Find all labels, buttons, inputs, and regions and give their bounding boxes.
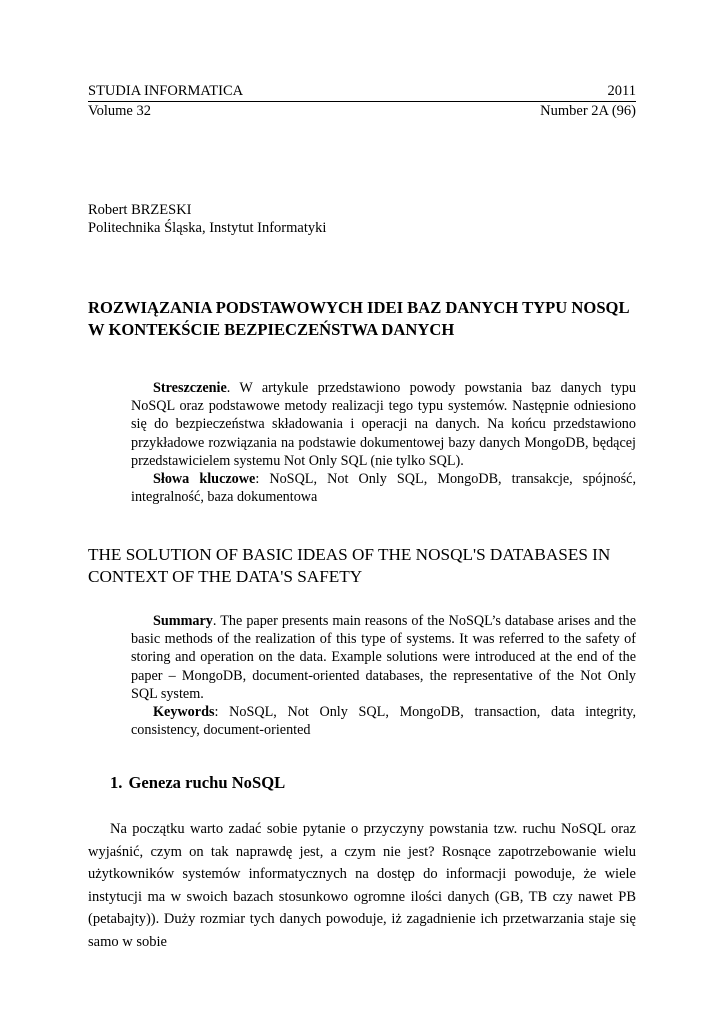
running-header-top: [88, 83, 636, 100]
section-1-paragraph: Na początku warto zadać sobie pytanie o przyczyny powstania tzw. ruchu NoSQL oraz wyjaśnić, czym on tak naprawdę jest, a czym nie jest? Rosnące zapotrzebowanie wielu użytkowników systemów informatycznych na dostęp do informacji powoduje, że wiele instytucji ma w swoich bazach stosunkowo ogromne ilości danych (GB, TB czy nawet PB (petabajty)). Duży rozmiar tych danych powoduje, iż zagadnienie ich przetwarzania staje się samo w sobie: [88, 821, 636, 950]
abstract-polish-label: Streszczenie: [153, 380, 227, 396]
abstract-english-paragraph: [131, 612, 636, 703]
abstract-polish-paragraph: [131, 379, 636, 470]
keywords-english-text: : NoSQL, Not Only SQL, MongoDB, transaction, data integrity, consistency, document-oriented: [131, 704, 636, 739]
author-affiliation: Politechnika Śląska, Instytut Informatyki: [88, 220, 327, 236]
author-name: Robert BRZESKI: [88, 202, 192, 218]
keywords-polish-paragraph: [131, 470, 636, 506]
author-block: [88, 201, 326, 237]
journal-number: Number 2A (96): [540, 103, 636, 119]
keywords-english-paragraph: [131, 703, 636, 739]
title-english: THE SOLUTION OF BASIC IDEAS OF THE NOSQL'S DATABASES IN CONTEXT OF THE DATA'S SAFETY: [88, 545, 611, 586]
keywords-polish-text: : NoSQL, Not Only SQL, MongoDB, transakcje, spójność, integralność, baza dokumentowa: [131, 471, 637, 506]
keywords-polish-label: Słowa kluczowe: [153, 471, 256, 488]
abstract-polish: [131, 379, 636, 506]
abstract-polish-text: . W artykule przedstawiono powody powstania baz danych typu NoSQL oraz podstawowe metody realizacji tego typu systemów. Następnie odniesiono się do bezpieczeństwa składowania i operacji na danych. Na końcu przedstawiono przykładowe rozwiązania na podstawie dokumentowej bazy danych MongoDB, będącej przedstawicielem systemu Not Only SQL (nie tylko SQL).: [131, 380, 636, 469]
journal-volume: Volume 32: [88, 103, 151, 119]
section-1-heading: [110, 772, 285, 794]
section-1-body: [88, 818, 636, 953]
keywords-english-label: Keywords: [153, 704, 215, 721]
abstract-english: [131, 612, 636, 739]
title-polish: ROZWIĄZANIA PODSTAWOWYCH IDEI BAZ DANYCH TYPU NOSQL W KONTEKŚCIE BEZPIECZEŃSTWA DANYCH: [88, 298, 629, 339]
abstract-english-text: . The paper presents main reasons of the NoSQL’s database arises and the basic methods of the realization of this type of systems. It was referred to the safety of storing and operation on the data. Example solutions were introduced at the end of the paper – MongoDB, document-oriented databases, the representative of the Not Only SQL system.: [131, 613, 636, 702]
journal-year: 2011: [607, 83, 636, 99]
section-1-number: 1.: [110, 773, 123, 792]
journal-name: STUDIA INFORMATICA: [88, 83, 244, 99]
section-1-title: Geneza ruchu NoSQL: [128, 773, 286, 792]
header-rule: [88, 101, 636, 102]
abstract-english-label: Summary: [153, 613, 213, 629]
running-header-bottom: [88, 103, 636, 120]
